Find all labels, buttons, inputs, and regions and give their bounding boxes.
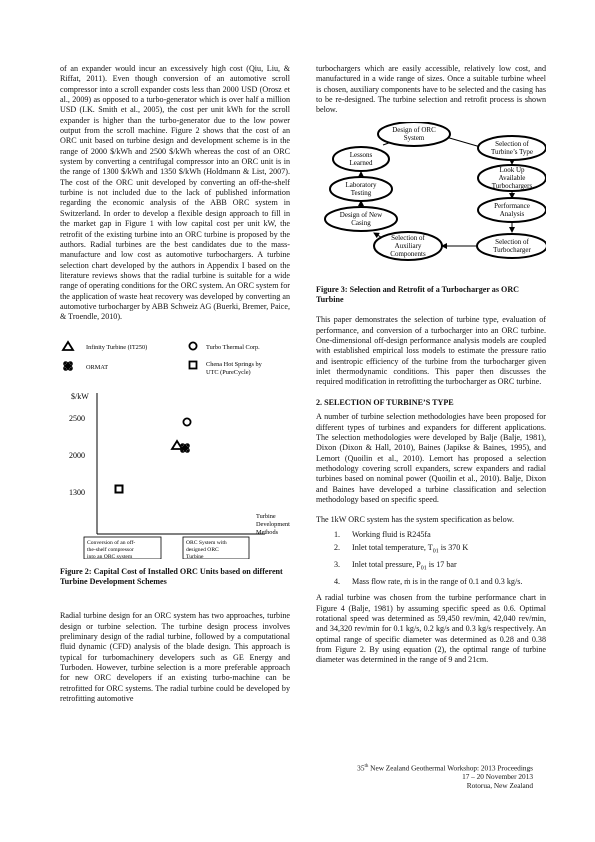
legend-chena [190,361,263,376]
figure-2-caption [60,567,290,588]
category-box-conversion-line-1: Conversion of an off- [87,539,136,546]
node-auxiliary-components-line-3: Components [390,249,426,258]
node-design-orc [378,122,450,146]
node-lessons-learned-line-2: Learned [349,158,373,167]
spec-item-text: is 370 K [438,542,469,552]
figure-3-diagram [316,122,546,277]
legend-ormat [64,361,108,370]
node-design-casing-line-2: Casing [351,218,371,227]
node-selection-turbine-type [478,136,546,160]
footer-edition-suffix: th [364,764,369,769]
footer-line-3: Rotorua, New Zealand [466,781,533,791]
spec-list [316,530,546,588]
spec-item-text: Mass flow rate, ṁ is in the range of 0.1 and 0.3 kg/s. [352,576,523,586]
node-selection-turbocharger-line-1: Selection of [495,237,529,246]
tick-2000: 2000 [69,450,85,460]
square-marker-icon [190,361,197,368]
node-auxiliary-components [374,232,442,260]
legend-turbo-thermal [189,342,260,351]
node-design-orc-line-1: Design of ORC [392,125,436,134]
figure-3-caption-number: Figure 3: [316,284,348,294]
spec-item-subscript: 01 [432,548,439,555]
node-lessons-learned [333,147,389,171]
category-box-designed-line-3: Turbine [186,553,204,559]
spec-item: 2. Inlet total temperature, $T_{01}$ is 370 K [334,542,469,555]
spec-item-text: Inlet total temperature, T [352,542,433,552]
node-performance-analysis-line-2: Analysis [499,209,525,218]
node-design-casing-line-1: Design of New [339,210,383,219]
node-selection-turbocharger-line-2: Turbocharger [493,245,531,254]
legend-infinity [63,342,147,351]
legend-chena-label-1: Chena Hot Springs by [206,360,262,368]
spec-item-subscript: 01 [420,565,427,572]
footer-line-2: 17 – 20 November 2013 [462,772,533,782]
node-performance-analysis-line-1: Performance [494,201,530,210]
left-paragraph-2: Radial turbine design for an ORC system has two approaches, turbine design or turbine selection. The turbine design process involves preliminary design of the radial turbine, followed by a computational fluid dynamic (CFD) analysis of the blade design. This approach is typical for turbomachinery developers such as GE Energy and Turboden. However, turbine selection is a more preferable approach for new ORC developers if an existing turbo-machine can be retrofitted for ORC systems. The radial turbine could be developed by retrofitting automotive [60,611,290,704]
node-design-casing [325,207,397,231]
spec-item-text: is 17 bar [426,559,457,569]
node-selection-turbine-type-line-1: Selection of [495,139,529,148]
node-selection-turbine-type-line-2: Turbine’s Type [490,147,534,156]
legend-ormat-label: ORMAT [86,363,109,371]
figure-2-caption-number: Figure 2: [60,566,92,576]
x-axis-label-1: Turbine [256,512,276,520]
node-laboratory-testing-line-2: Testing [350,188,372,197]
node-look-up-line-1: Look Up [499,165,525,174]
data-point-ormat [181,443,189,451]
legend-infinity-label: Infinity Turbine (IT250) [86,343,148,351]
node-performance-analysis [478,198,546,222]
left-paragraph-1: of an expander would incur an excessively high cost (Qiu, Liu, & Riffat, 2011). Even though conversion of an automotive scroll compressor into a scroll expander costs less than 2000 USD (Orosz et al., 2009) as opposed to a turbo-generator which is over half a million USD (I.K. Smith et al., 2005), the cost per unit kWh for the scroll expander is higher than the turbo-generator due to the low power output from the scroll machine. Figure 2 shows that the cost of an ORC unit based on turbine design and development scheme is in the range of 2000 $/kWh and 2500 $/kWh whereas the cost of an ORC system by converting a centrifugal compressor into an ORC unit is in the range of 1300 $/kWh and 1350 $/kWh (Holdmann & List, 2007). The cost of the ORC unit developed by converting an off-the-shelf turbine is not included due to the lack of published information regarding the economic analysis of the ABB ORC system in Switzerland. In order to develop a flexible design approach to fill in the market gap in Figure 1 with low capital cost per unit kW, the retrofit of the existing turbine into an ORC turbine is proposed by the authors. Radial turbines are the best candidates due to the mass-manufacture and low cost as automotive turbochargers. A turbine selection chart developed by the authors in Appendix I based on the literature reviews shows that the radial turbine is suitable for a wide range of operating conditions for the ORC system. An ORC system for the application of waste heat recovery was developed by converting an automotive turbocharger by ABB Schweiz AG (Buerki, Bremer, Paice, & Troendle, 2010). [60,64,290,322]
spec-item: 4. Mass flow rate, ṁ is in the range of 0.1 and 0.3 kg/s. [334,576,523,586]
x-axis-label-2: Development [256,520,290,528]
node-auxiliary-components-line-1: Selection of [391,233,425,242]
legend-turbo-thermal-label: Turbo Thermal Corp. [206,343,260,351]
right-paragraph-5: A radial turbine was chosen from the turbine performance chart in Figure 4 (Balje, 1981) by assuming specific speed as 0.6. Optimal rotational speed was determined as 59,450 rev/min, 42,040 rev/min, and 34,320 rev/min for 0.1 kg/s, 0.2 kg/s and 0.3 kg/s respectively. An optimal range of specific diameter was determined as 0.28 and 0.38 from Figure 2. By using equation (2), the optimal range of turbine diameter was determined in the range of 9 and 21cm. [316,593,546,665]
spec-item-text: Inlet total pressure, P [352,559,421,569]
figure-2-chart [60,333,290,559]
right-paragraph-1: turbochargers which are easily accessible, relatively low cost, and manufactured in a wide range of sizes. Once a suitable turbine wheel is chosen, auxiliary components have to be selected and the casing has to be re-designed. The turbine selection and retrofit process is shown below. [316,64,546,115]
node-laboratory-testing [330,177,392,201]
node-look-up-line-3: Turbochargers [491,181,533,190]
tick-2500: 2500 [69,413,85,423]
x-axis-label-3: Methods [256,528,279,536]
circle-marker-icon [189,342,196,349]
left-column [60,64,290,704]
right-paragraph-4: The 1kW ORC system has the system specification as below. [316,515,515,525]
triangle-marker-icon [63,342,73,350]
figure-2-caption-text: Capital Cost of Installed ORC Units based on different Turbine Development Schemes [60,566,283,586]
node-laboratory-testing-line-1: Laboratory [345,180,377,189]
spec-item-text: Working fluid is R245fa [352,529,431,539]
node-look-up-line-2: Available [498,173,526,182]
category-box-designed-line-1: ORC System with [186,539,227,546]
node-auxiliary-components-line-2: Auxiliary [394,241,422,250]
legend-chena-label-2: UTC (PureCycle) [206,368,251,376]
data-point-turbo-thermal [183,418,190,425]
node-lessons-learned-line-1: Lessons [349,150,373,159]
y-axis-unit: $/kW [71,391,89,401]
category-box-designed-line-2: designed ORC [186,546,219,553]
node-selection-turbocharger [477,234,546,258]
footer-edition: 35 [357,763,365,773]
node-design-orc-line-2: System [403,133,425,142]
figure-3-caption [316,285,546,306]
data-point-chena [116,485,123,492]
figure-3-caption-text: Selection and Retrofit of a Turbocharger as ORC Turbine [316,284,520,305]
footer-line-1 [273,762,533,772]
ormat-marker-icon [64,361,72,369]
page-footer [273,762,533,790]
right-column [316,64,546,666]
category-box-conversion-line-3: into an ORC system [87,553,133,559]
category-box-conversion-line-2: the-shelf compressor [87,546,134,553]
footer-workshop: New Zealand Geothermal Workshop: 2013 Proceedings [368,763,533,773]
right-paragraph-3: A number of turbine selection methodologies have been proposed for different types of turbines and expanders for different applications. The selection methodologies were developed by Balje (Balje, 1981), Dixon (Dixon & Hall, 2010), Baines (Japikse & Baines, 1995), and Lemort (Quoilin et al., 2010). Lemort has proposed a selection methodology covering scroll expanders, screw expanders and radial turbines based on nominal power (Quoilin et al., 2010). Balje, Dixon and Baines have developed a turbine classification and selection methodology based on specific speed. [316,412,546,504]
section-heading: 2. SELECTION OF TURBINE’S TYPE [316,397,454,407]
right-paragraph-2: This paper demonstrates the selection of turbine type, evaluation of performance, and conversion of a turbocharger into an ORC turbine. One-dimensional off-design performance analysis models are coupled with established empirical loss models to estimate the pressure ratio and isentropic efficiency of the turbine from the turbocharger given inlet thermodynamic conditions. This paper then discusses the required modification in retrofitting the turbocharger as ORC turbine. [316,315,546,387]
node-look-up [478,165,546,191]
spec-item: 3. Inlet total pressure, $P_{01}$ is 17 bar [334,559,457,572]
tick-1300: 1300 [69,487,85,497]
spec-item: 1. Working fluid is R245fa [334,529,431,539]
